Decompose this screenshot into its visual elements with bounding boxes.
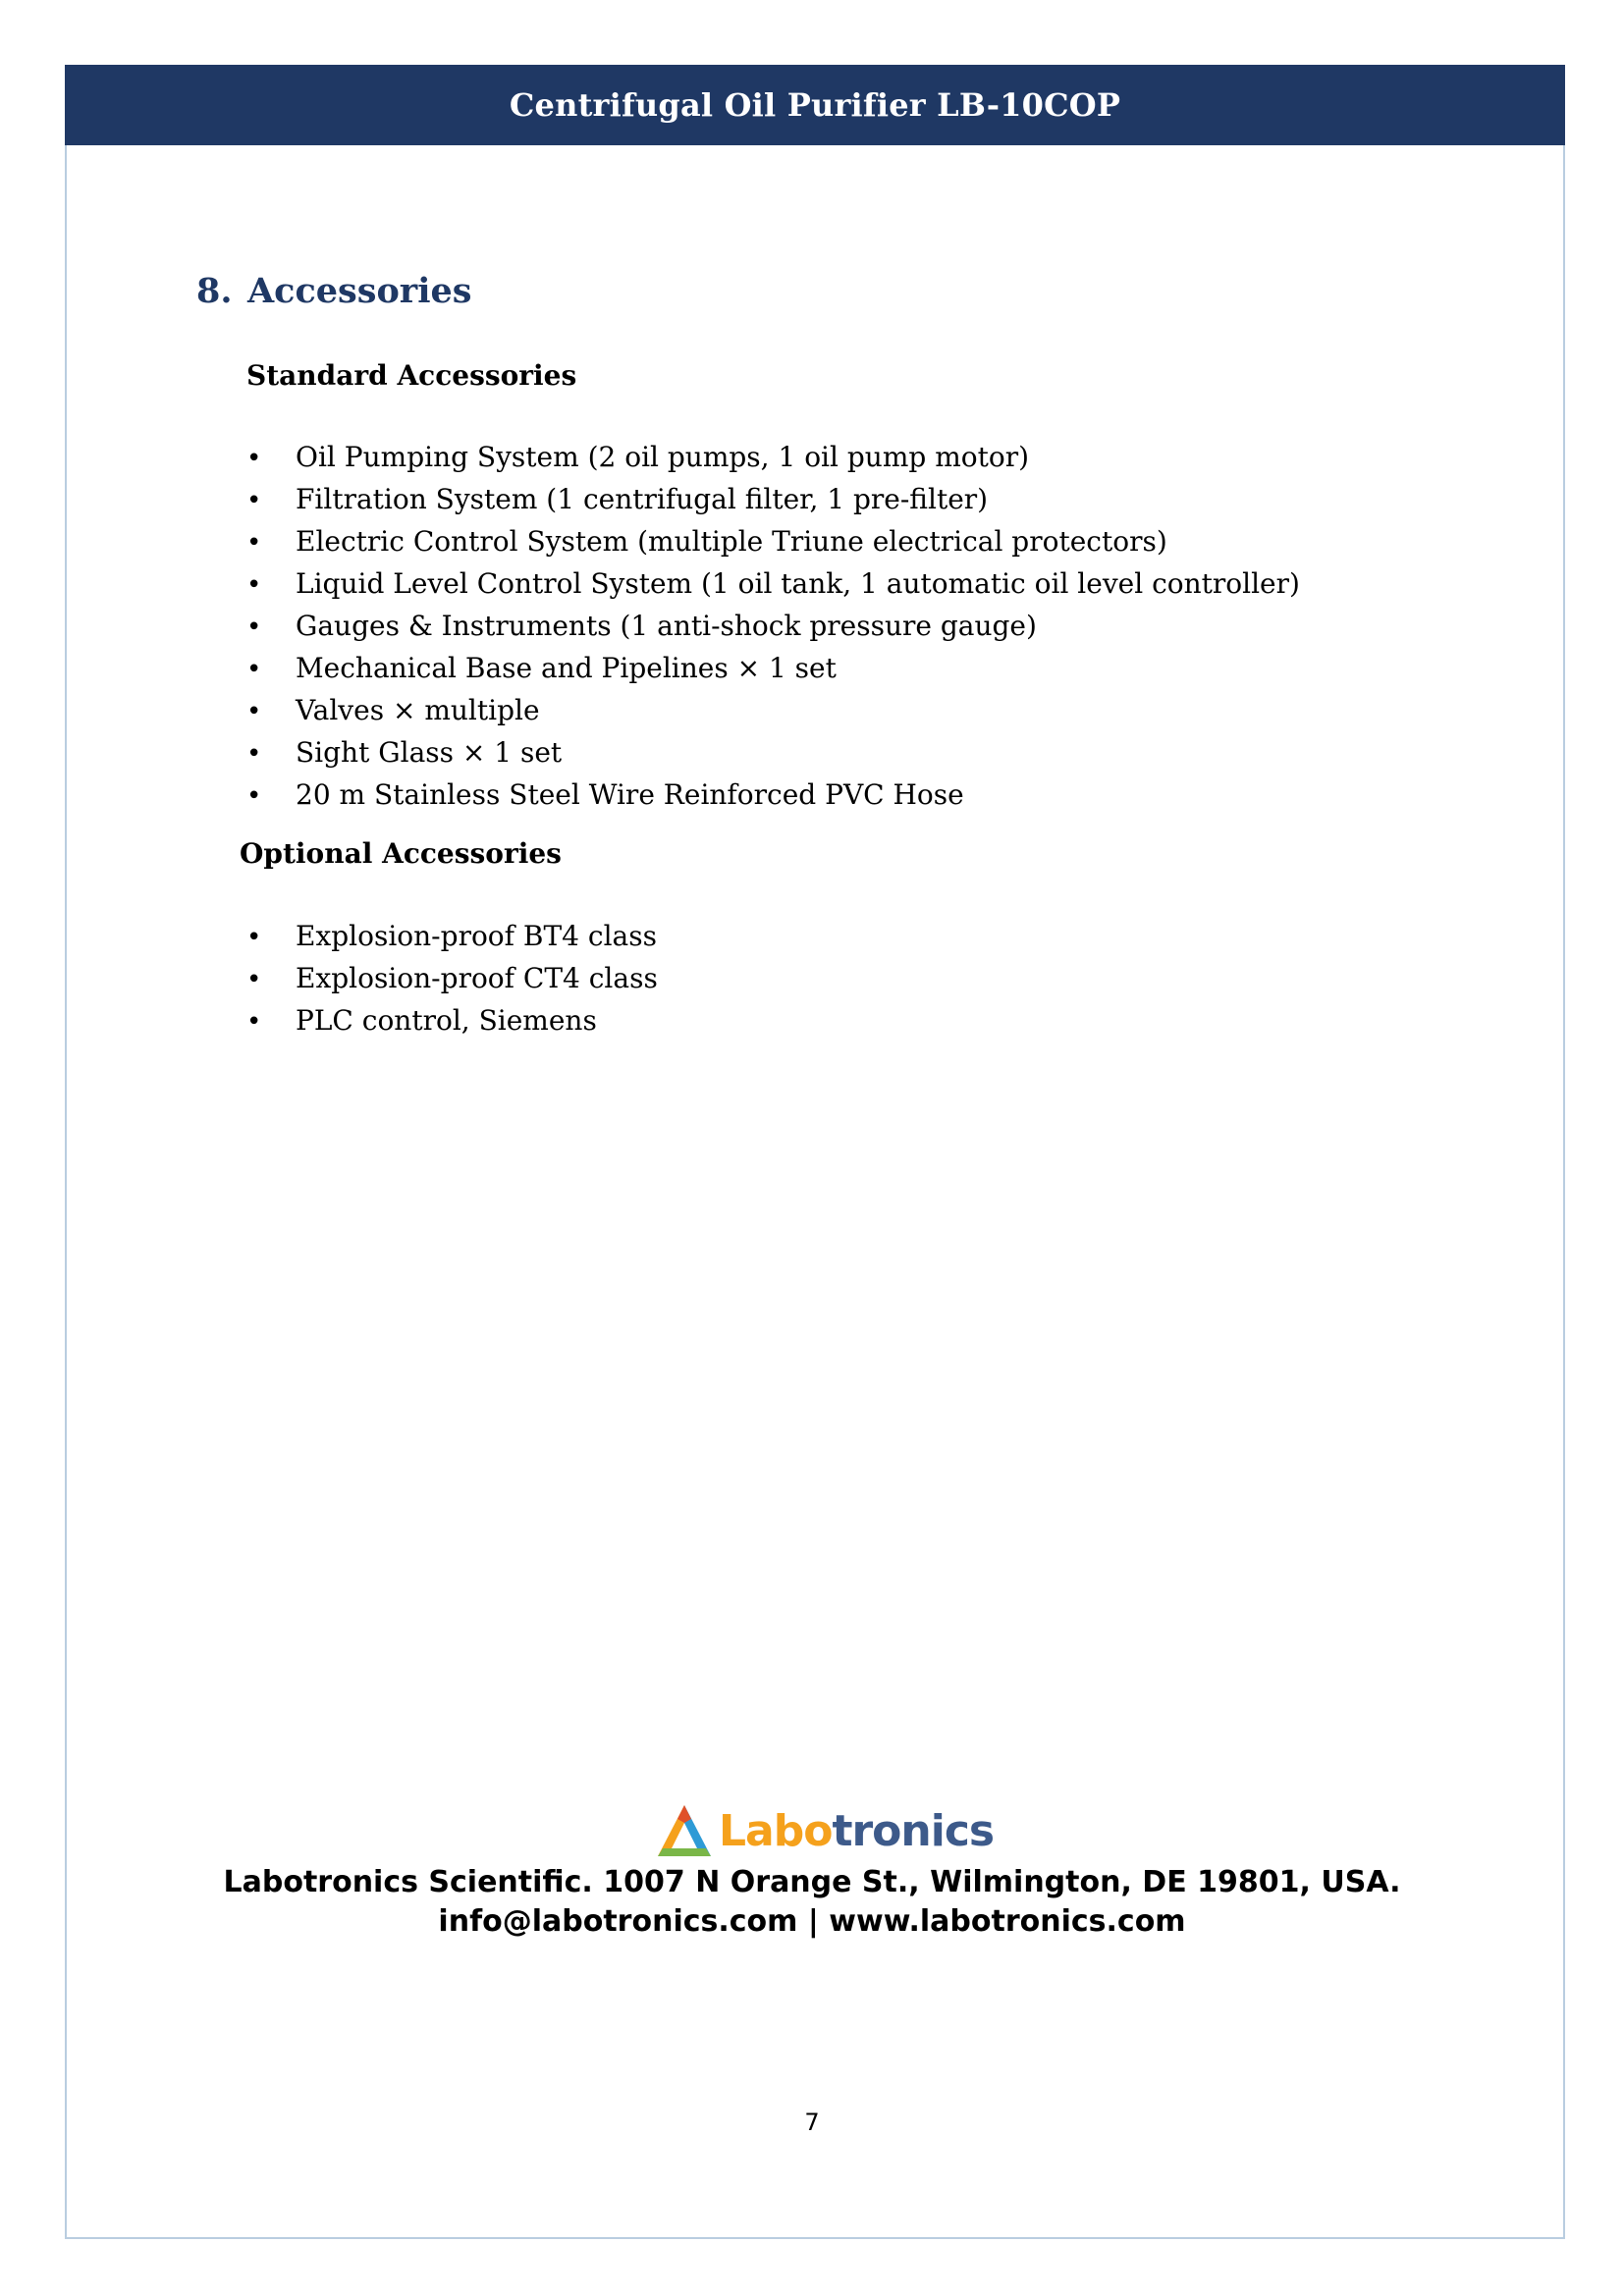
list-item-text: Valves × multiple [296, 694, 540, 726]
list-item [246, 521, 1300, 563]
list-item [246, 732, 1300, 774]
bullet-icon: • [246, 570, 262, 600]
logo-wordmark: Labotronics [719, 1805, 995, 1856]
bullet-icon: • [246, 528, 262, 558]
bullet-icon: • [246, 781, 262, 811]
page-number: 7 [804, 2109, 820, 2136]
list-item [246, 648, 1300, 690]
list-item-text: Explosion-proof CT4 class [296, 962, 658, 994]
list-item [246, 437, 1300, 479]
list-item-text: PLC control, Siemens [296, 1004, 597, 1037]
section-number: 8. [196, 271, 233, 311]
list-item-text: Oil Pumping System (2 oil pumps, 1 oil pump motor) [296, 441, 1030, 473]
list-item-text: Electric Control System (multiple Triune electrical protectors) [296, 525, 1167, 558]
list-item [246, 958, 658, 1000]
footer-address: Labotronics Scientific. 1007 N Orange St., Wilmington, DE 19801, USA. [223, 1865, 1401, 1899]
optional-accessories-heading: Optional Accessories [240, 837, 562, 870]
bullet-icon: • [246, 1007, 262, 1037]
list-item-text: Explosion-proof BT4 class [296, 920, 657, 952]
bullet-icon: • [246, 613, 262, 642]
list-item-text: Gauges & Instruments (1 anti-shock pressure gauge) [296, 610, 1037, 642]
bullet-icon: • [246, 965, 262, 994]
list-item [246, 563, 1300, 606]
header-bar [65, 65, 1565, 145]
bullet-icon: • [246, 923, 262, 952]
bullet-icon: • [246, 444, 262, 473]
list-item-text: Sight Glass × 1 set [296, 736, 563, 769]
triangle-logo-icon [652, 1801, 717, 1860]
list-item-text: Liquid Level Control System (1 oil tank, 1 automatic oil level controller) [296, 567, 1300, 600]
list-item [246, 479, 1300, 521]
labotronics-logo [652, 1799, 994, 1862]
bullet-icon: • [246, 486, 262, 515]
bullet-icon: • [246, 655, 262, 684]
optional-accessories-list [246, 916, 658, 1042]
list-item [246, 916, 658, 958]
bullet-icon: • [246, 739, 262, 769]
list-item [246, 606, 1300, 648]
document-title: Centrifugal Oil Purifier LB-10COP [509, 86, 1121, 124]
list-item [246, 690, 1300, 732]
list-item-text: 20 m Stainless Steel Wire Reinforced PVC Hose [296, 778, 964, 811]
list-item [246, 1000, 658, 1042]
list-item-text: Filtration System (1 centrifugal filter, 1 pre-filter) [296, 483, 989, 515]
list-item-text: Mechanical Base and Pipelines × 1 set [296, 652, 837, 684]
section-title: Accessories [247, 271, 472, 311]
standard-accessories-heading: Standard Accessories [246, 359, 577, 392]
bullet-icon: • [246, 697, 262, 726]
list-item [246, 774, 1300, 817]
standard-accessories-list [246, 437, 1300, 817]
section-heading [196, 271, 472, 311]
footer-contact: info@labotronics.com | www.labotronics.com [438, 1904, 1186, 1939]
